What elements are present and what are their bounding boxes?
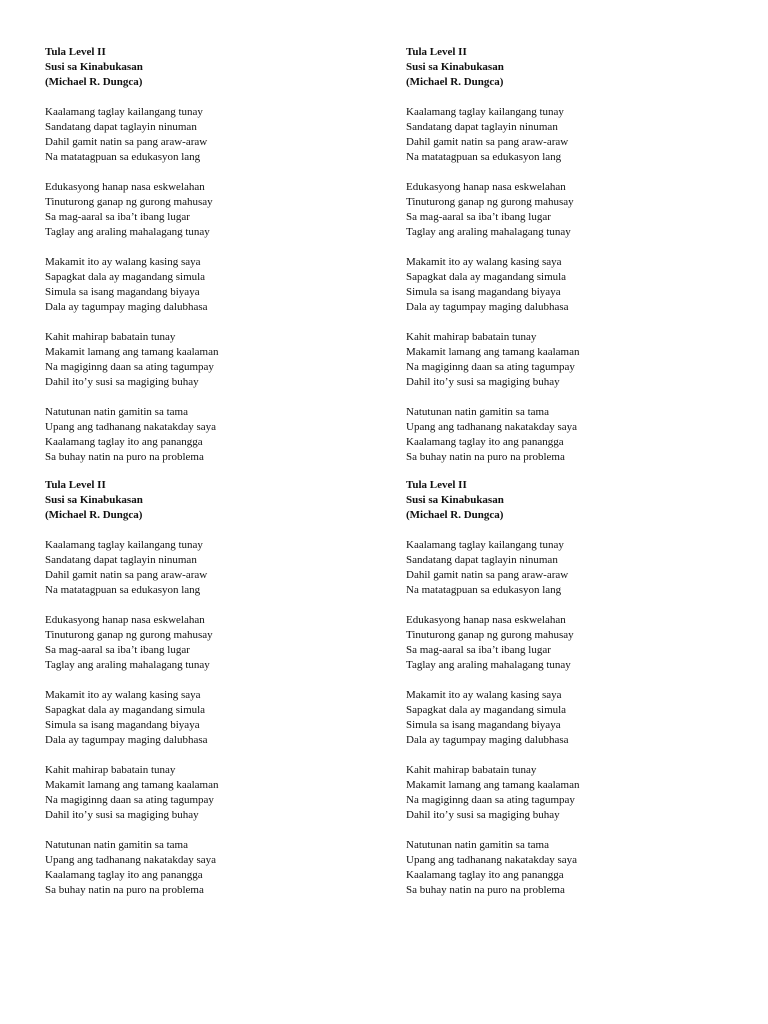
verse-line: Kahit mahirap babatain tunay (45, 764, 176, 776)
verse-line: Sa mag-aaral sa iba’t ibang lugar (406, 644, 551, 656)
verse-line: Natutunan natin gamitin sa tama (45, 839, 188, 851)
verse-line: Edukasyong hanap nasa eskwelahan (45, 614, 205, 626)
verse-line: Taglay ang araling mahalagang tunay (45, 226, 210, 238)
verse-line: Upang ang tadhanang nakatakday saya (45, 421, 217, 433)
stanza-4 (406, 330, 736, 390)
poem-subtitle: Susi sa Kinabukasan (45, 494, 143, 506)
poem-title: Tula Level II (406, 46, 467, 58)
stanza-2 (45, 613, 375, 673)
verse-line: Sa mag-aaral sa iba’t ibang lugar (45, 644, 190, 656)
stanza-2 (406, 180, 736, 240)
stanza-4 (45, 330, 375, 390)
verse-line: Taglay ang araling mahalagang tunay (406, 226, 571, 238)
verse-line: Edukasyong hanap nasa eskwelahan (45, 181, 205, 193)
poem-header (406, 478, 736, 523)
verse-line: Sapagkat dala ay magandang simula (45, 271, 206, 283)
verse-line: Upang ang tadhanang nakatakday saya (45, 854, 217, 866)
verse-line: Na matatagpuan sa edukasyon lang (406, 151, 562, 163)
verse-line: Na magiginng daan sa ating tagumpay (45, 794, 214, 806)
stanza-1 (406, 105, 736, 165)
poem-title: Tula Level II (406, 479, 467, 491)
stanza-2 (406, 613, 736, 673)
verse-line: Dahil ito’y susi sa magiging buhay (45, 809, 199, 821)
verse-line: Sa buhay natin na puro na problema (406, 884, 565, 896)
stanza-3 (45, 688, 375, 748)
verse-line: Natutunan natin gamitin sa tama (45, 406, 188, 418)
verse-line: Sapagkat dala ay magandang simula (45, 704, 206, 716)
verse-line: Natutunan natin gamitin sa tama (406, 406, 549, 418)
verse-line: Simula sa isang magandang biyaya (406, 286, 561, 298)
verse-line: Kaalamang taglay ito ang panangga (406, 436, 564, 448)
verse-line: Tinuturong ganap ng gurong mahusay (406, 629, 574, 641)
verse-line: Makamit ito ay walang kasing saya (45, 689, 201, 701)
verse-line: Upang ang tadhanang nakatakday saya (406, 854, 578, 866)
verse-line: Na matatagpuan sa edukasyon lang (406, 584, 562, 596)
verse-line: Sandatang dapat taglayin ninuman (406, 121, 558, 133)
verse-line: Kaalamang taglay kailangang tunay (45, 106, 203, 118)
verse-line: Sandatang dapat taglayin ninuman (406, 554, 558, 566)
poem-copy-top-right (406, 45, 736, 465)
verse-line: Makamit ito ay walang kasing saya (406, 256, 562, 268)
poem-header (406, 45, 736, 90)
stanza-3 (406, 688, 736, 748)
verse-line: Sandatang dapat taglayin ninuman (45, 121, 197, 133)
poem-author: (Michael R. Dungca) (406, 509, 504, 521)
verse-line: Taglay ang araling mahalagang tunay (406, 659, 571, 671)
verse-line: Kahit mahirap babatain tunay (406, 764, 537, 776)
stanza-4 (45, 763, 375, 823)
verse-line: Kahit mahirap babatain tunay (45, 331, 176, 343)
verse-line: Sapagkat dala ay magandang simula (406, 271, 567, 283)
verse-line: Sa mag-aaral sa iba’t ibang lugar (45, 211, 190, 223)
verse-line: Sa mag-aaral sa iba’t ibang lugar (406, 211, 551, 223)
verse-line: Taglay ang araling mahalagang tunay (45, 659, 210, 671)
stanza-4 (406, 763, 736, 823)
verse-line: Sa buhay natin na puro na problema (45, 451, 204, 463)
verse-line: Dahil gamit natin sa pang araw-araw (45, 136, 208, 148)
verse-line: Dala ay tagumpay maging dalubhasa (45, 734, 208, 746)
verse-line: Tinuturong ganap ng gurong mahusay (45, 196, 213, 208)
poem-subtitle: Susi sa Kinabukasan (406, 61, 504, 73)
poem-author: (Michael R. Dungca) (45, 76, 143, 88)
poem-author: (Michael R. Dungca) (406, 76, 504, 88)
verse-line: Makamit lamang ang tamang kaalaman (45, 346, 219, 358)
verse-line: Dahil ito’y susi sa magiging buhay (406, 809, 560, 821)
verse-line: Sapagkat dala ay magandang simula (406, 704, 567, 716)
verse-line: Dala ay tagumpay maging dalubhasa (406, 734, 569, 746)
verse-line: Natutunan natin gamitin sa tama (406, 839, 549, 851)
verse-line: Sa buhay natin na puro na problema (45, 884, 204, 896)
verse-line: Edukasyong hanap nasa eskwelahan (406, 181, 566, 193)
stanza-2 (45, 180, 375, 240)
verse-line: Makamit ito ay walang kasing saya (45, 256, 201, 268)
stanza-3 (45, 255, 375, 315)
poem-subtitle: Susi sa Kinabukasan (45, 61, 143, 73)
verse-line: Kaalamang taglay ito ang panangga (45, 436, 203, 448)
verse-line: Kaalamang taglay kailangang tunay (406, 106, 564, 118)
verse-line: Tinuturong ganap ng gurong mahusay (406, 196, 574, 208)
verse-line: Makamit lamang ang tamang kaalaman (406, 346, 580, 358)
stanza-3 (406, 255, 736, 315)
verse-line: Simula sa isang magandang biyaya (45, 719, 200, 731)
stanza-5 (406, 838, 736, 898)
poem-title: Tula Level II (45, 479, 106, 491)
verse-line: Kahit mahirap babatain tunay (406, 331, 537, 343)
verse-line: Tinuturong ganap ng gurong mahusay (45, 629, 213, 641)
verse-line: Na matatagpuan sa edukasyon lang (45, 151, 201, 163)
poem-title: Tula Level II (45, 46, 106, 58)
poem-header (45, 478, 375, 523)
poem-copy-bottom-left (45, 478, 375, 898)
verse-line: Dahil ito’y susi sa magiging buhay (45, 376, 199, 388)
stanza-1 (45, 538, 375, 598)
verse-line: Makamit lamang ang tamang kaalaman (406, 779, 580, 791)
verse-line: Simula sa isang magandang biyaya (45, 286, 200, 298)
verse-line: Dala ay tagumpay maging dalubhasa (45, 301, 208, 313)
poem-copy-top-left (45, 45, 375, 465)
verse-line: Dahil gamit natin sa pang araw-araw (406, 136, 569, 148)
verse-line: Na magiginng daan sa ating tagumpay (406, 361, 575, 373)
verse-line: Dahil ito’y susi sa magiging buhay (406, 376, 560, 388)
verse-line: Kaalamang taglay kailangang tunay (45, 539, 203, 551)
poem-subtitle: Susi sa Kinabukasan (406, 494, 504, 506)
verse-line: Makamit lamang ang tamang kaalaman (45, 779, 219, 791)
verse-line: Simula sa isang magandang biyaya (406, 719, 561, 731)
verse-line: Na matatagpuan sa edukasyon lang (45, 584, 201, 596)
stanza-5 (406, 405, 736, 465)
verse-line: Dahil gamit natin sa pang araw-araw (45, 569, 208, 581)
verse-line: Sandatang dapat taglayin ninuman (45, 554, 197, 566)
poem-header (45, 45, 375, 90)
verse-line: Kaalamang taglay kailangang tunay (406, 539, 564, 551)
stanza-1 (45, 105, 375, 165)
verse-line: Kaalamang taglay ito ang panangga (45, 869, 203, 881)
verse-line: Dahil gamit natin sa pang araw-araw (406, 569, 569, 581)
verse-line: Upang ang tadhanang nakatakday saya (406, 421, 578, 433)
verse-line: Kaalamang taglay ito ang panangga (406, 869, 564, 881)
stanza-5 (45, 838, 375, 898)
verse-line: Edukasyong hanap nasa eskwelahan (406, 614, 566, 626)
verse-line: Na magiginng daan sa ating tagumpay (45, 361, 214, 373)
verse-line: Dala ay tagumpay maging dalubhasa (406, 301, 569, 313)
verse-line: Makamit ito ay walang kasing saya (406, 689, 562, 701)
stanza-5 (45, 405, 375, 465)
verse-line: Na magiginng daan sa ating tagumpay (406, 794, 575, 806)
poem-author: (Michael R. Dungca) (45, 509, 143, 521)
verse-line: Sa buhay natin na puro na problema (406, 451, 565, 463)
stanza-1 (406, 538, 736, 598)
poem-copy-bottom-right (406, 478, 736, 898)
